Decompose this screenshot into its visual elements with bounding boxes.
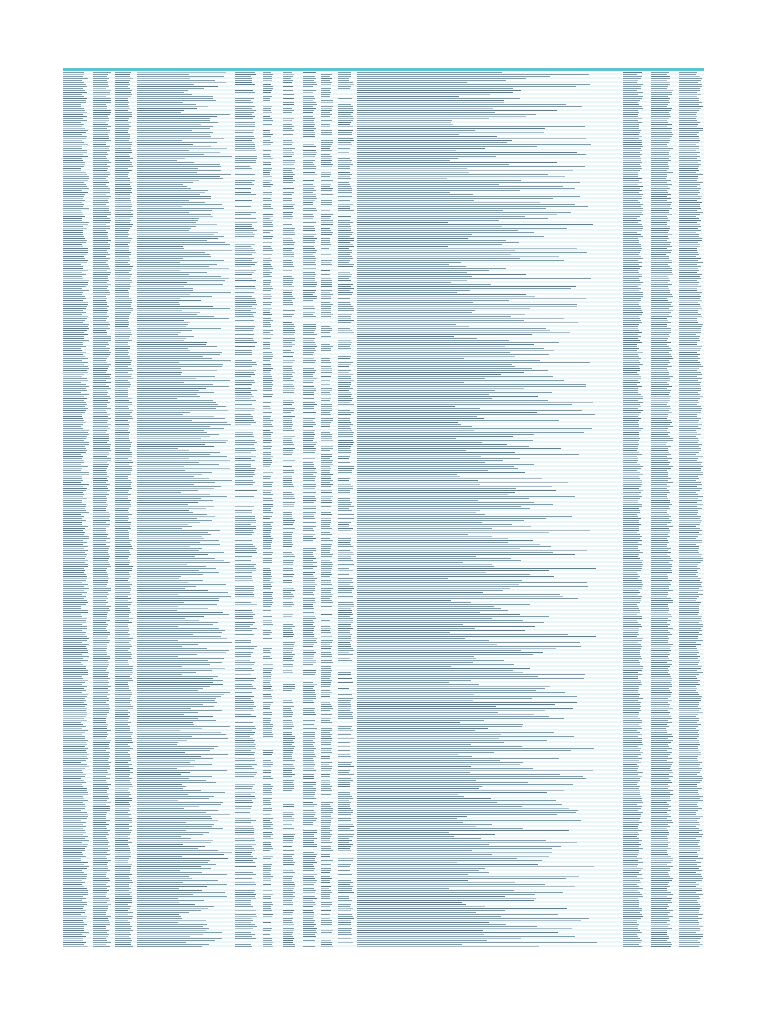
table-body	[63, 71, 704, 948]
spreadsheet-page	[63, 68, 704, 948]
